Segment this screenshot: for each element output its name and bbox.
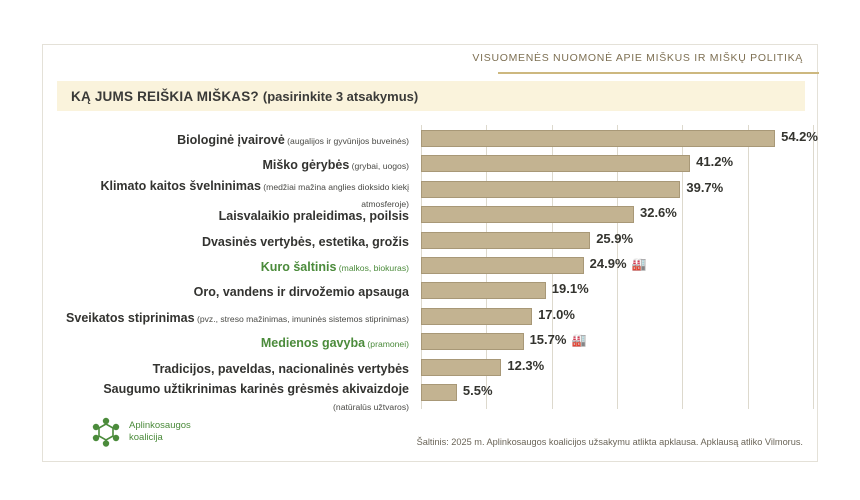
factory-icon: 🏭 [631, 257, 647, 271]
chart-row-label [43, 254, 417, 280]
bar [421, 333, 524, 350]
category-label [49, 283, 409, 300]
category-label-main: Sveikatos stiprinimas [66, 310, 195, 325]
category-label-main: Tradicijos, paveldas, nacionalinės vertybės [152, 361, 409, 376]
category-label [49, 309, 409, 326]
bar-value-label: 32.6% [639, 205, 677, 221]
bar [421, 130, 775, 147]
chart-row-label [43, 356, 417, 382]
bar-chart [43, 125, 819, 415]
bar-value-label: 25.9% [596, 230, 634, 246]
chart-row-bar [421, 203, 819, 229]
bar [421, 384, 457, 401]
category-label-main: Laisvalaikio praleidimas, poilsis [218, 209, 409, 224]
category-label-sub: (medžiai mažina anglies dioksido kiekį [260, 181, 409, 192]
bar-value-label: 24.9% [589, 256, 627, 271]
question-title: KĄ JUMS REIŠKIA MIŠKAS? [71, 88, 259, 104]
chart-row-bar [421, 305, 819, 331]
chart-row-bar [421, 178, 819, 204]
source-note: Šaltinis: 2025 m. Aplinkosaugos koalicijos užsakymu atlikta apklausa. Apklausą atliko Vilmorus. [416, 437, 803, 447]
chart-row-label [43, 178, 417, 210]
category-label-sub: (augalijos ir gyvūnijos buveinės) [284, 136, 409, 146]
category-label [49, 233, 409, 250]
bar-value-label: 17.0% [538, 306, 575, 322]
bar [421, 257, 584, 274]
category-label-main: Kuro šaltinis [260, 260, 337, 274]
chart-category-labels [43, 125, 417, 415]
category-label [49, 131, 409, 148]
category-label [49, 258, 409, 275]
chart-row-label [43, 127, 417, 153]
bar-value-label: 19.1% [551, 281, 589, 297]
category-label-sub: (pvz., streso mažinimas, imuninės sistemos stiprinimas) [194, 313, 409, 324]
logo-line-2: koalicija [129, 431, 163, 443]
factory-icon: 🏭 [571, 333, 587, 348]
bar [421, 206, 634, 223]
chart-row-label [43, 203, 417, 229]
molecule-icon [89, 415, 123, 449]
organization-logo [89, 413, 239, 453]
chart-row-bar [421, 254, 819, 280]
header-title: VISUOMENĖS NUOMONĖ APIE MIŠKUS IR MIŠKŲ POLITIKĄ [472, 52, 803, 64]
bar [421, 282, 546, 299]
chart-row-bar [421, 330, 819, 356]
chart-row-bar [421, 356, 819, 382]
question-subtitle: (pasirinkite 3 atsakymus) [262, 88, 419, 104]
bar [421, 155, 690, 172]
logo-text [129, 420, 191, 444]
bar [421, 308, 532, 325]
category-label-main: Miško gėrybės [262, 158, 350, 173]
bar [421, 232, 590, 249]
bar-value-label: 15.7% [529, 332, 567, 348]
category-label-main: Saugumo užtikrinimas karinės grėsmės akivaizdoje [103, 382, 409, 396]
chart-row-label [43, 381, 417, 413]
chart-row-label [43, 279, 417, 305]
chart-row-bar [421, 127, 819, 153]
chart-row-bar [421, 229, 819, 255]
category-label [49, 380, 409, 415]
chart-bars [421, 125, 819, 415]
category-label-sub: (natūralūs užtvaros) [333, 402, 409, 413]
category-label [49, 334, 409, 351]
card-header [43, 45, 817, 73]
chart-card [42, 44, 818, 462]
category-label-main: Oro, vandens ir dirvožemio apsauga [193, 285, 409, 300]
chart-row-label [43, 305, 417, 331]
category-label-main: Dvasinės vertybės, estetika, grožis [201, 234, 409, 249]
bar-value-label: 54.2% [781, 129, 818, 144]
bar-value-label: 41.2% [696, 154, 734, 170]
header-accent-rule [498, 72, 819, 74]
question-band [57, 81, 805, 111]
chart-row-label [43, 330, 417, 356]
category-label-main: Medienos gavyba [260, 336, 366, 351]
category-label-sub: atmosferoje) [361, 199, 409, 210]
chart-row-label [43, 152, 417, 178]
category-label-sub: (malkos, biokuras) [336, 263, 409, 273]
category-label-main: Biologinė įvairovė [177, 133, 285, 147]
category-label-sub: (grybai, uogos) [349, 161, 409, 172]
bar-value-label: 12.3% [507, 357, 545, 373]
category-label [49, 156, 409, 173]
category-label-main: Klimato kaitos švelninimas [100, 178, 261, 193]
bar-value-label: 39.7% [686, 179, 724, 195]
category-label [49, 360, 409, 377]
bar [421, 359, 501, 376]
bar [421, 181, 680, 198]
chart-row-bar [421, 152, 819, 178]
bar-value-label: 5.5% [462, 383, 493, 398]
category-label-sub: (pramonei) [365, 339, 409, 350]
chart-row-bar [421, 279, 819, 305]
category-label [49, 207, 409, 224]
chart-row-bar [421, 381, 819, 407]
logo-line-1: Aplinkosaugos [129, 420, 191, 431]
chart-row-label [43, 229, 417, 255]
